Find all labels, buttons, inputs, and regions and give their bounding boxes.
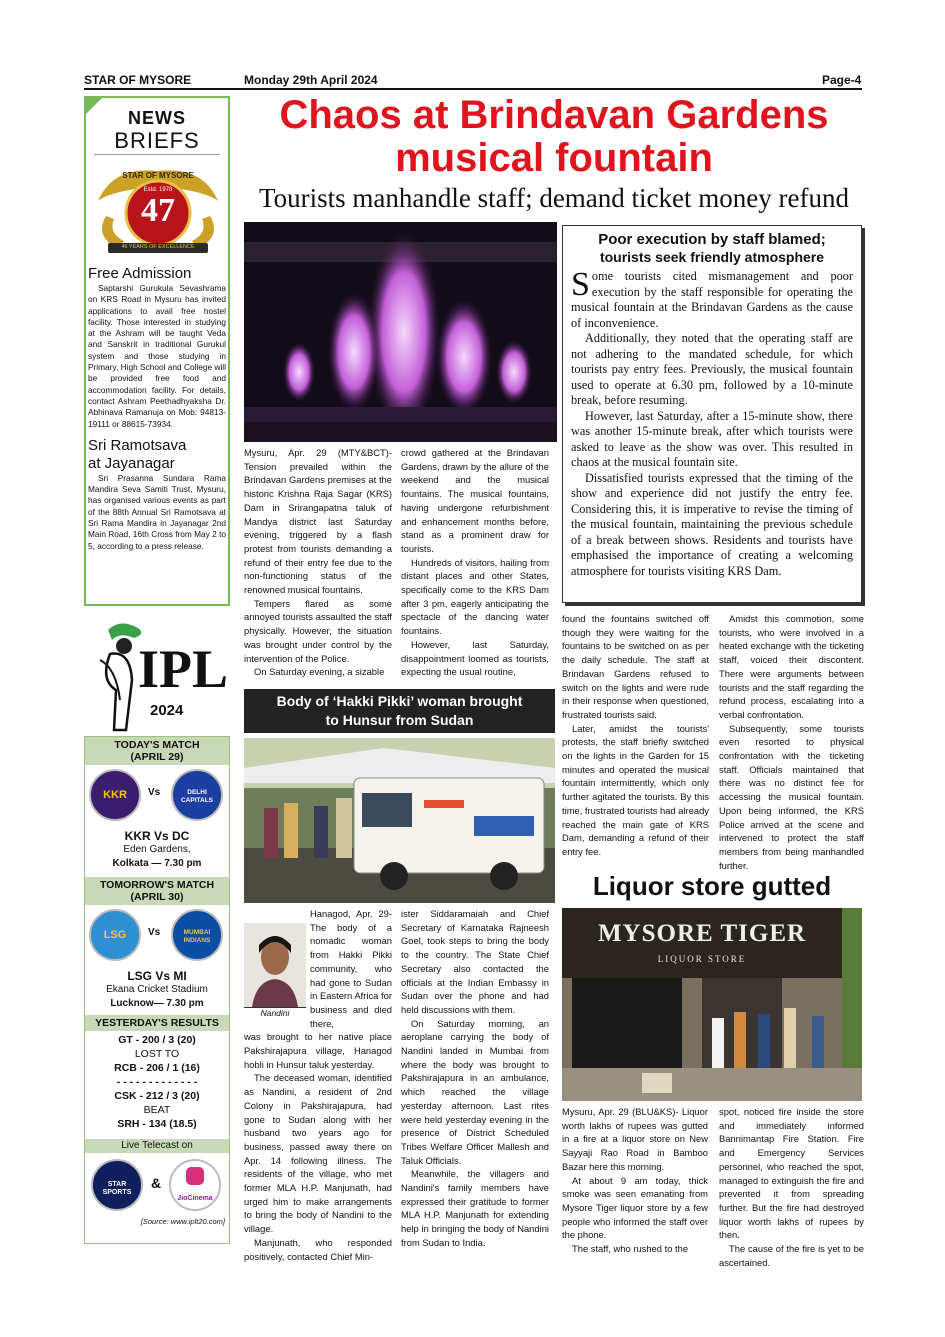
tomorrow-city: Lucknow— 7.30 pm [110,998,204,1009]
fountain-photo [244,222,557,442]
broadcaster-ampersand: & [151,1175,162,1191]
logo-bottom-text: 46 YEARS OF EXCELLENCE [121,244,195,250]
main-col-2 [401,446,549,679]
tomorrow-heading-line2: (APRIL 30) [130,891,184,903]
sidebar-body [571,266,853,579]
hakki-headline-line2: to Hunsur from Sudan [325,712,474,728]
liquor-col1-para1: Mysuru, Apr. 29 (BLU&KS)- Liquor worth lakhs of rupees was gutted in a fire at a liquor store on New Sayyaji Rao Road in Bamboo Bazar here this morning. [562,1106,708,1172]
logo-top-text: STAR OF MYSORE [122,171,194,180]
liquor-store-photo [562,908,862,1101]
news-briefs-title-bottom: BRIEFS [94,128,220,155]
result2-team-a: CSK - 212 / 3 (20) [114,1090,200,1102]
ambulance-photo [244,738,555,903]
logo-number: 47 [141,192,175,229]
ipl-source: [Source: www.iplt20.com] [140,1217,225,1226]
result2-outcome: BEAT [143,1104,171,1116]
hakki-col2-para2: On Saturday morning, an aeroplane carrying the body of Nandini landed in Mumbai from where the body was brought to Pakshirajapura in an ambulance, which reached the village yesterday afternoon. Last rites were held yesterday evening in the presence of District Scheduled Tribes Welfare Officer Mallesh and Taluk Officials. [401,1017,549,1166]
liquor-col2-para1: spot, noticed fire inside the store and immediately informed Bannimantap Fire Station. Fire and Emergency Services personnel, who reached the spot, managed to extinguish the fire and prevented it from spreading further. But the fire had destroyed liquor worth lakhs of rupees by then. [719,1106,864,1241]
result1-outcome: LOST TO [134,1048,180,1060]
header-rule [84,88,862,90]
logo-estd: Estd. 1978 [143,187,173,193]
store-sign-main: MYSORE TIGER [597,920,807,947]
today-city: Kolkata — 7.30 pm [112,858,202,869]
sidebar-para1: ome tourists cited mismanagement and poor execution by the staff responsible for operating the musical fountain at the Brindavan Gardens as the cause of inconvenience. [571,269,853,330]
brief1-title: Free Admission [88,265,192,282]
hakki-col2-para3: Meanwhile, the villagers and Nandini's family members have expressed their gratitude to former MLA H.P. Manjunath for extending help in bringing the body of Nandini from Sudan to India. [401,1168,549,1248]
main-col3-para2: Later, amidst the tourists' protests, the staff briefly switched on the lights in the Garden for 15 minutes and operated the musical fountain intermittently, which only further agitated the tourists. By this time, frustrated tourists had already reached the main gate of KRS Dam, demanding a refund of their entry fee. [562,722,709,857]
hakki-col-1 [244,907,392,1263]
main-col1-para1: Mysuru, Apr. 29 (MTY&BCT)- Tension prevailed within the Brindavan Gardens premises at the historic Krishna Raja Sagar (KRS) Dam in Srirangapatna taluk of Mandya district last Saturday evening, triggered by a flash protest from tourists demanding a refund of their entry fee due to the non-functioning status of the renowned musical fountains. [244,447,392,596]
liquor-headline: Liquor store gutted [592,871,832,901]
lsg-badge: LSG [89,909,141,961]
main-col-4 [719,612,864,872]
hakki-col1-para1-wrapped: Hanagod, Apr. 29- The body of a nomadic woman from Hakki Pikki community, who had gone to Sudan in Eastern Africa for business and died there, [310,908,392,1029]
ipl-schedule-box [84,736,230,1244]
today-heading-line1: TODAY'S MATCH [114,739,200,751]
result2-team-b: SRH - 134 (18.5) [117,1118,197,1130]
news-briefs-title-top: NEWS [128,108,186,128]
today-teams-row [85,765,229,829]
brief2-body: Sri Prasanna Sundara Rama Mandira Seva Samiti Trust, Mysuru, has organised various events as part of the 88th Annual Sri Ramotsava at Sri Rama Mandira in Jayanagar 2nd Main Road, 16th Cross from May 2 to 5, according to a press release. [88,472,226,551]
tomorrow-heading-line1: TOMORROW'S MATCH [99,879,215,891]
main-col1-para3: On Saturday evening, a sizable [254,666,385,678]
main-headline-line1: Chaos at Brindavan Gardens [279,93,829,137]
today-match: KKR Vs DC [124,829,190,843]
tomorrow-vs: Vs [148,927,161,938]
yesterday-heading: YESTERDAY'S RESULTS [85,1015,229,1031]
result1-team-b: RCB - 206 / 1 (16) [114,1062,200,1074]
hakki-col2-para1: ister Siddaramaiah and Chief Secretary of Karnataka Rajneesh Goel, took steps to bring the body to the country. The State Chief Secretary also contacted the officials at the Indian Embassy in Sudan over the phone and had held discussions with them. [401,908,549,1015]
today-venue: Eden Gardens, [123,844,191,855]
main-col2-para3: However, last Saturday, disappointment loomed as tourists, expecting the usual routine, [401,638,549,678]
masthead-page-number: Page-4 [822,73,862,87]
sidebar-dropcap: S [571,266,590,303]
brief2-title-line1: Sri Ramotsava [88,436,187,454]
main-col4-para1: Amidst this commotion, some tourists, who were involved in a heated exchange with the ticketing staff, voiced their discontent. There were arguments between tourists and the staff regarding the refund process, escalating into a verbal confrontation. [719,613,864,720]
corner-fold [84,96,104,116]
telecast-label: Live Telecast on [85,1139,229,1153]
ipl-year: 2024 [150,702,184,719]
ipl-panel [84,616,230,1246]
result1-team-a: GT - 200 / 3 (20) [118,1034,196,1046]
tomorrow-match: LSG Vs MI [127,969,187,983]
masthead-paper-name: STAR OF MYSORE [84,73,192,87]
liquor-col-1 [562,1105,708,1256]
main-headline [240,94,868,180]
store-sign-sub: LIQUOR STORE [657,954,747,964]
today-heading [85,737,229,765]
hakki-col1-para1-cont: was brought to her native place Pakshirajapura village, Hanagod hobli in Hunsur taluk yesterday. [244,1031,392,1070]
main-subheadline: Tourists manhandle staff; demand ticket money refund [259,183,849,213]
hakki-headline-line1: Body of ‘Hakki Pikki’ woman brought [276,693,523,709]
liquor-col-2 [719,1105,864,1269]
today-heading-line2: (APRIL 29) [130,751,184,763]
main-col-3 [562,612,709,859]
hakki-headline [244,689,555,733]
sidebar-para2: Additionally, they noted that the operating staff are not adhering to the mandated schedule, for which tourists pay entry fees. Previously, the musical fountain used to operate at 6.30 pm, followed by a 10-minute break, before resuming. [571,331,853,407]
main-col-1 [244,446,392,679]
today-vs: Vs [148,787,161,798]
hakki-col-2 [401,907,549,1250]
masthead-date: Monday 29th April 2024 [244,73,378,87]
ipl-logo-text: IPL [138,639,229,699]
brief1-body: Saptarshi Gurukula Sevashrama on KRS Road in Mysuru has invited applications to avail free hostel facility. Those interested in studying at the Ashram will be taught Veda and Sanskrit in traditional Gurukul system and those studying in Primary, High School and College will be provided free food and accommodation facility. For details, contact Ashram Peethadhyaksha Dr. Abhinava Ramanuja on Mob: 94813-19111 or 88615-73934. [88,283,226,429]
broadcaster-row [85,1153,229,1217]
main-col2-para2: Hundreds of visitors, hailing from distant places and other States, specifically come to the KRS Dam after 3 pm, eagerly anticipating the spectacle of the dancing water fountains. [401,556,549,637]
dc-badge: DELHI CAPITALS [171,769,223,821]
main-headline-line2: musical fountain [395,136,713,180]
sidebar-para3: However, last Saturday, after a 15-minute show, there was another 15-minute break, after which tourists were asked to leave as the show was over. This resulted in chaos at the musical fountain site. [571,408,853,469]
brief2-title-line2: at Jayanagar [88,454,175,472]
jiocinema-logo: JioCinema [169,1159,221,1211]
main-col1-para2: Tempers flared as some annoyed tourists assaulted the staff physically. However, the situation was brought under control by the intervention of the Police. [244,597,392,664]
hakki-col1-para3: Manjunath, who responded positively, contacted Chief Min- [244,1236,392,1262]
anniversary-logo [88,161,226,261]
sidebar-para4: Dissatisfied tourists expressed that the timing of the show and experience did not justify the entry fee. Considering this, it is imperative to revise the timing of the musical fountain, maintaining the previous schedule of a break between shows. Residents and tourists have emphasised the importance of creating a welcoming atmosphere for tourists visiting KRS Dam. [571,470,853,578]
star-sports-logo: STAR SPORTS [91,1159,143,1211]
kkr-badge: KKR [89,769,141,821]
sidebar-title-line2: tourists seek friendly atmosphere [599,249,825,265]
main-col4-para2: Subsequently, some tourists even resorted to physical confrontation with the ticketing staff. Officials maintained that there was no distinct fee for accessing the musical fountain. Upon being informed, the KRS Police arrived at the scene and intervened to protect the staff members from being manhandled further. [719,722,864,871]
nandini-caption: Nandini [244,1007,306,1018]
liquor-col1-para2: At about 9 am today, thick smoke was seen emanating from Mysore Tiger liquor store by a few people who informed the staff over the phone. [562,1174,708,1241]
tomorrow-teams-row [85,905,229,969]
sidebar-title-line1: Poor execution by staff blamed; [598,231,826,248]
liquor-col1-para3: The staff, who rushed to the [572,1243,689,1255]
news-briefs-box [84,96,230,606]
results-divider: - - - - - - - - - - - - - [116,1076,198,1088]
mi-badge: MUMBAI INDIANS [171,909,223,961]
main-col2-para1: crowd gathered at the Brindavan Gardens, drawn by the allure of the weekend and the musical fountains. The musical fountains, having undergone refurbishment and enhancement months before, stand as a prominent draw for tourists. [401,447,549,554]
hakki-col1-para2: The deceased woman, identified as Nandini, a resident of 2nd Colony in Pakshirajapura, had gone to Sudan along with her husband two years ago for business, passed away there on Apr. 14 following illness. The residents of the village, who met former MLA H.P. Manjunath, had urged him to make arrangements to bring the body of Nandini to the village. [244,1072,392,1235]
liquor-col2-para2: The cause of the fire is yet to be ascertained. [719,1243,864,1268]
tomorrow-venue: Ekana Cricket Stadium [106,984,208,995]
main-col3-para1: found the fountains switched off though they were waiting for the fountains to be switched on as per the daily schedule. The staff at Brindavan Gardens refused to switch on the lights and were rude in their response when questioned, frustrated tourists said. [562,613,709,720]
sidebar-box [562,225,862,603]
tomorrow-heading [85,877,229,905]
jiocinema-icon [186,1167,204,1185]
